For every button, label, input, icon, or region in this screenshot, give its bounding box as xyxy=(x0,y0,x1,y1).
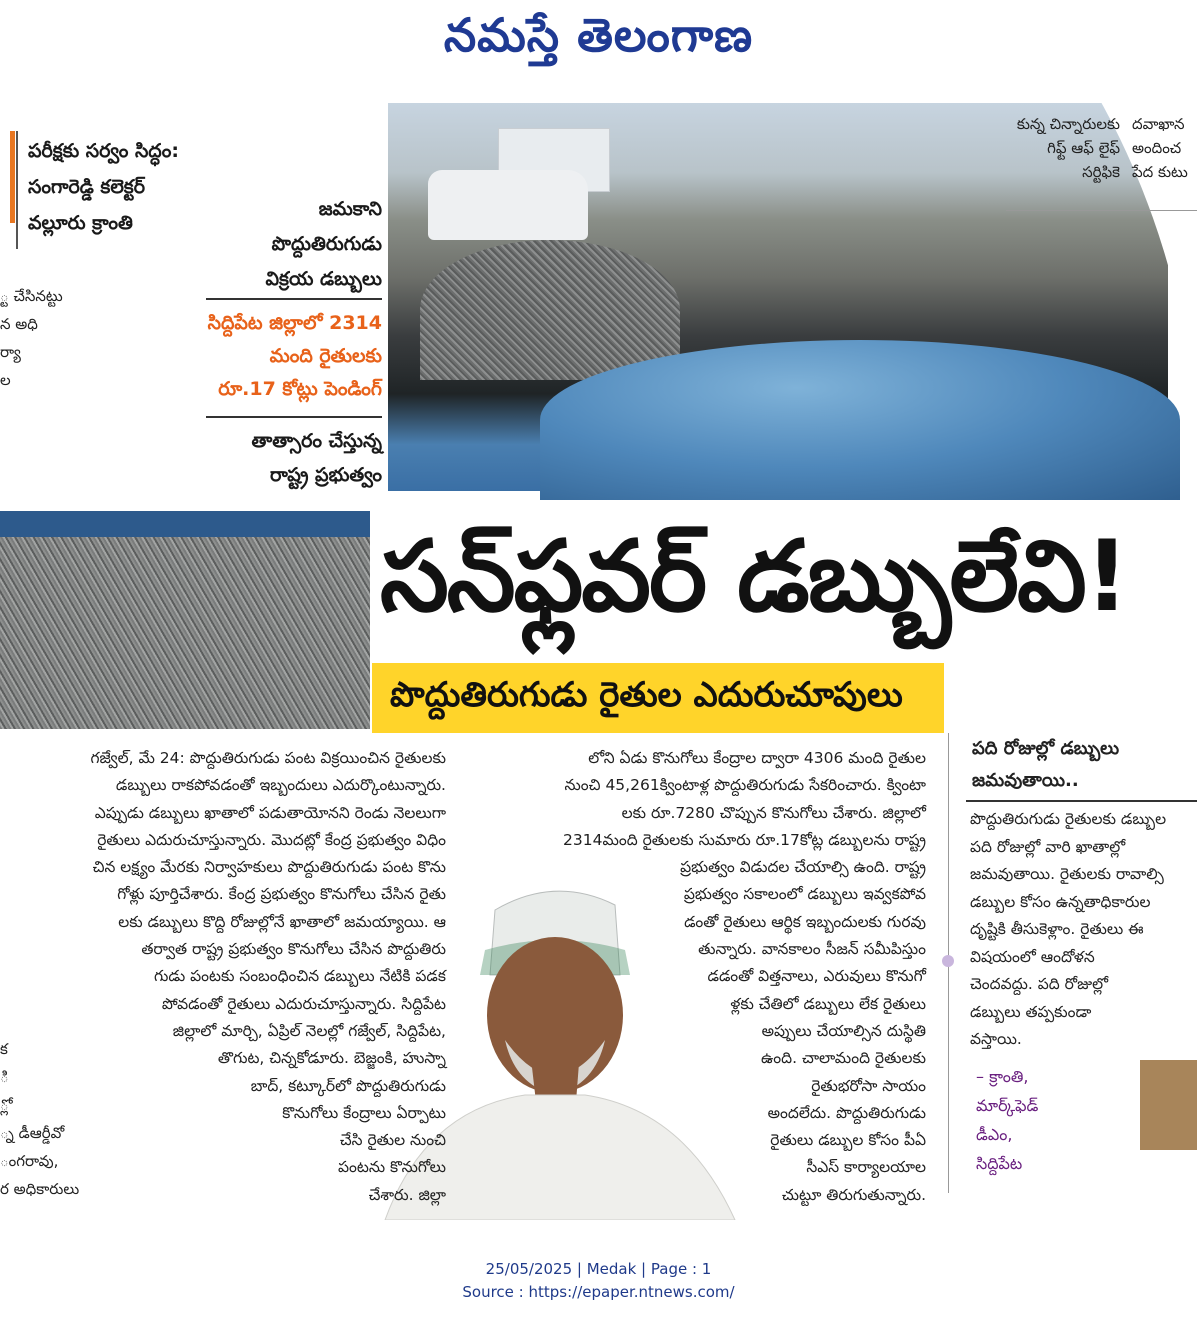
seed-pile xyxy=(420,240,680,380)
left-column-fragment-top: ్ట చేసినట్టు న అధి ర్యా ల xyxy=(0,287,63,389)
sidebar-rule xyxy=(966,800,1197,802)
deck-tail: తాత్సారం చేస్తున్న రాష్ట్ర ప్రభుత్వం xyxy=(251,430,382,486)
article-column-2: లోని ఏడు కొనుగోలు కేంద్రాల ద్వారా 4306 మంది రైతుల నుంచి 45,261క్వింటాళ్ల పొద్దుతిరుగుడు సేకరించారు. క్వింటా లకు రూ.7280 చొప్పున కొనుగోలు చేశారు. జిల్లాలో 2314మంది రైతులకు సుమారు రూ.17కోట్ల డబ్బులను రాష్ట్ర ప్రభుత్వం విడుదల చేయాల్సి ఉంది. రాష్ట్ర ప్రభుత్వం సకాలంలో డబ్బులు ఇవ్వకపోవ డంతో రైతులు ఆర్థిక ఇబ్బందులకు గురవు తున్నారు. వానకాలం సీజన్ సమీపిస్తుం డడంతో విత్తనాలు, ఎరువులు కొనుగో ళ్లకు చేతిలో డబ్బులు లేక రైతులు అప్పులు చేయాల్సిన దుస్థితి ఉంది. చాలామంది రైతులకు రైతుభరోసా సాయం అందలేదు. పొద్దుతిరుగుడు రైతులు డబ్బుల కోసం పీఏ సీఎస్ కార్యాలయాల చుట్టూ తిరుగుతున్నారు. xyxy=(563,749,926,1204)
deck-divider xyxy=(206,298,382,300)
left-column-fragment-bottom: క ి ్లో ్న డీఆర్డీవో ంగరావు, ర అధికారులు xyxy=(0,1040,80,1198)
top-right-rule xyxy=(1006,210,1197,211)
sidebar-headline: పది రోజుల్లో డబ్బులు జమవుతాయి.. xyxy=(972,738,1120,791)
footer-date-edition: 25/05/2025 | Medak | Page : 1 xyxy=(485,1260,712,1278)
page-footer xyxy=(0,1258,1197,1304)
photo-car xyxy=(428,170,588,240)
subheadline: పొద్దుతిరుగుడు రైతుల ఎదురుచూపులు xyxy=(390,675,903,715)
photo-left-strip xyxy=(0,511,370,537)
main-headline: సన్‌ఫ్లవర్ డబ్బులేవి! xyxy=(380,520,1128,634)
article-column-1: గజ్వేల్, మే 24: పొద్దుతిరుగుడు పంట విక్రయించిన రైతులకు డబ్బులు రాకపోవడంతో ఇబ్బందులు ఎదుర్కొంటున్నారు. ఎప్పుడు డబ్బులు ఖాతాలో పడుతాయోనని రెండు నెలలుగా రైతులు ఎదురుచూస్తున్నారు. మొదట్లో కేంద్ర ప్రభుత్వం విధిం చిన లక్ష్యం మేరకు నిర్వాహకులు పొద్దుతిరుగుడు పంట కొను గోళ్లు పూర్తిచేశారు. కేంద్ర ప్రభుత్వం కొనుగోలు చేసిన రైతు లకు డబ్బులు కొద్ది రోజుల్లోనే ఖాతాలో జమయ్యాయి. ఆ తర్వాత రాష్ట్ర ప్రభుత్వం కొనుగోలు చేసిన పొద్దుతిరు గుడు పంటకు సంబంధించిన డబ్బులు నేటికి పడక పోవడంతో రైతులు ఎదురుచూస్తున్నారు. సిద్దిపేట జిల్లాలో మార్చి, ఏప్రిల్ నెలల్లో గజ్వేల్, సిద్దిపేట, తొగుట, చిన్నకోడూరు. బెజ్జంకి, హుస్నా బాద్, కట్కూర్‌లో పొద్దుతిరుగుడు కొనుగోలు కేంద్రాలు ఏర్పాటు చేసి రైతుల నుంచి పంటను కొనుగోలు చేశారు. జిల్లా xyxy=(90,749,446,1204)
top-right-column-1: కున్న చిన్నారులకు గిఫ్ట్ ఆఫ్ లైఫ్ సర్టిఫికె xyxy=(1016,115,1120,181)
sidebar-body: పొద్దుతిరుగుడు రైతులకు డబ్బుల పది రోజుల్లో వారి ఖాతాల్లో జమవుతాయి. రైతులకు రావాల్సి డబ్బుల కోసం ఉన్నతాధికారుల దృష్టికి తీసుకెళ్లాం. రైతులు ఈ విషయంలో ఆందోళన చెందవద్దు. పది రోజుల్లో డబ్బులు తప్పకుండా వస్తాయి. xyxy=(970,810,1167,1048)
top-right-column-2: దవాఖాన అందించ పేద కుటు xyxy=(1132,115,1188,181)
seed-closeup-photo xyxy=(0,537,370,729)
sidebar-bullet xyxy=(942,955,954,967)
masthead-logo: నమస్తే తెలంగాణ xyxy=(443,8,754,62)
deck-text: జమకాని పొద్దుతిరుగుడు విక్రయ డబ్బులు xyxy=(265,198,382,290)
footer-source-link[interactable]: Source : https://epaper.ntnews.com/ xyxy=(462,1283,735,1301)
deck-highlight: సిద్దిపేట జిల్లాలో 2314 మంది రైతులకు రూ.17 కోట్లు పెండింగ్ xyxy=(207,312,382,400)
side-photo-fragment xyxy=(1140,1060,1197,1150)
side-headline-rule xyxy=(16,131,18,249)
side-headline: పరీక్షకు సర్వం సిద్ధం: సంగారెడ్డి కలెక్టర్ వల్లూరు క్రాంతి xyxy=(28,140,179,234)
sidebar-credit: – క్రాంతి, మార్క్‌ఫెడ్ డీఎం, సిద్దిపేట xyxy=(976,1067,1039,1173)
blue-tarp xyxy=(540,340,1180,500)
side-headline-accent xyxy=(10,131,15,223)
deck-divider-2 xyxy=(206,416,382,418)
